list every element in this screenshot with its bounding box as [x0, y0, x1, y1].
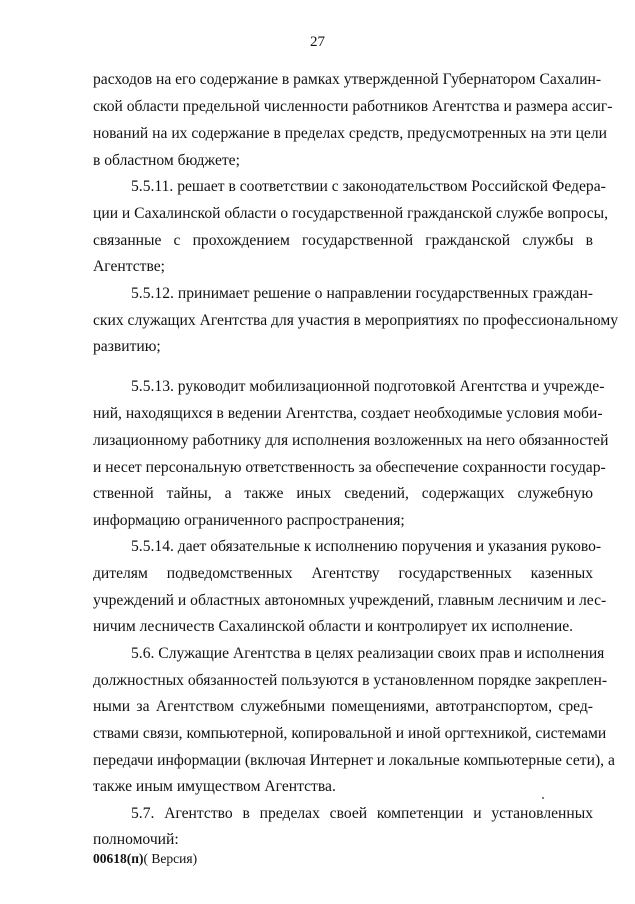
- paragraph-first-line: 5.5.14. дает обязательные к исполнению поручения и указания руково-: [131, 538, 602, 555]
- text-line: ничим лесничеств Сахалинской области и контролирует их исполнение.: [93, 618, 574, 635]
- text-line: и несет персональную ответственность за обеспечение сохранности государ-: [93, 459, 606, 476]
- text-line: расходов на его содержание в рамках утвержденной Губернатором Сахалин-: [93, 71, 602, 88]
- paragraph-first-line: 5.5.11. решает в соответствии с законодательством Российской Федера-: [131, 178, 606, 195]
- text-line: учреждений и областных автономных учреждений, главным лесничим и лес-: [93, 592, 607, 609]
- text-line: в областном бюджете;: [93, 152, 240, 169]
- text-line: ными за Агентством служебными помещениями, автотранспортом, сред-: [93, 698, 593, 715]
- text-line: лизационному работнику для исполнения возложенных на него обязанностей: [93, 432, 609, 449]
- text-line: полномочий:: [93, 831, 179, 848]
- text-line: дителям подведомственных Агентству государственных казенных: [93, 565, 593, 582]
- text-line: также иным имуществом Агентства.: [93, 778, 336, 795]
- text-line: ских служащих Агентства для участия в мероприятиях по профессиональному: [93, 312, 619, 329]
- text-line: развитию;: [93, 338, 161, 355]
- text-line: нований на их содержание в пределах средств, предусмотренных на эти цели: [93, 125, 607, 142]
- text-line: ственной тайны, а также иных сведений, содержащих служебную: [93, 485, 593, 502]
- document-version: ( Версия): [143, 851, 198, 866]
- document-footer: [93, 851, 197, 867]
- text-line: должностных обязанностей пользуются в установленном порядке закреплен-: [93, 672, 608, 689]
- text-line: ствами связи, компьютерной, копировальной и иной оргтехникой, системами: [93, 725, 607, 742]
- text-line: ской области предельной численности работников Агентства и размера ассиг-: [93, 98, 613, 115]
- text-line: передачи информации (включая Интернет и локальные компьютерные сети), а: [93, 752, 615, 769]
- text-line: информацию ограниченного распространения;: [93, 512, 405, 529]
- document-code: 00618(п): [93, 851, 144, 866]
- text-line: Агентстве;: [93, 258, 165, 275]
- text-line: связанные с прохождением государственной гражданской службы в: [93, 232, 593, 249]
- page-number: 27: [310, 34, 325, 50]
- paragraph-first-line: 5.5.12. принимает решение о направлении государственных граждан-: [131, 285, 593, 302]
- paragraph-first-line: 5.7. Агентство в пределах своей компетенции и установленных: [131, 805, 593, 822]
- text-line: ний, находящихся в ведении Агентства, создает необходимые условия моби-: [93, 405, 603, 422]
- paragraph-first-line: 5.5.13. руководит мобилизационной подготовкой Агентства и учрежде-: [131, 378, 605, 395]
- paragraph-first-line: 5.6. Служащие Агентства в целях реализации своих прав и исполнения: [131, 645, 605, 662]
- text-line: ции и Сахалинской области о государственной гражданской службе вопросы,: [93, 205, 609, 222]
- scan-speck: [542, 797, 544, 799]
